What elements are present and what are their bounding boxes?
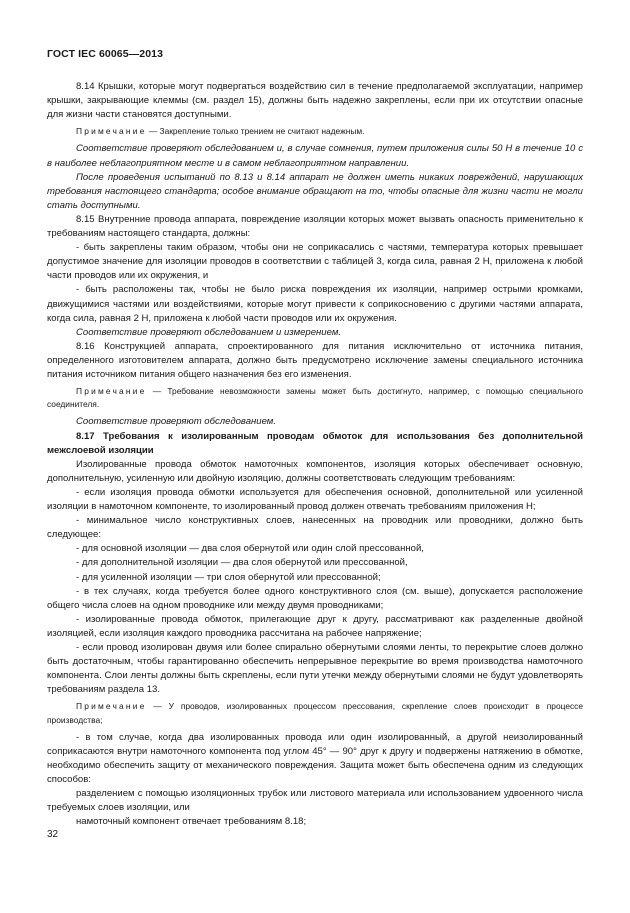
note-label: Примечание: [76, 126, 147, 137]
note-text: — Закрепление только трением не считают надежным.: [148, 126, 365, 137]
compliance-8-14: Соответствие проверяют обследованием и, в случае сомнения, путем приложения силы 50 Н в течение 10 с в наиболее неблагоприятном месте и в самом неблагоприятном направлении.: [47, 143, 583, 169]
list-item: - для основной изоляции — два слоя обернутой или один слой прессованной,: [76, 543, 424, 555]
paragraph-8-15: 8.15 Внутренние провода аппарата, повреждение изоляции которых может вызвать опасность применительно к требованиям настоящего стандарта, должны:: [47, 213, 583, 240]
list-item: - в тех случаях, когда требуется более одного конструктивного слоя (см. выше), допускается расположение общего числа слоев на одном проводнике или между двумя проводниками;: [47, 585, 583, 611]
page-number: 32: [47, 829, 59, 840]
list-item: - быть закреплены таким образом, чтобы они не соприкасались с частями, температура которых превышает допустимое значение для изоляции проводов в соответствии с таблицей 3, когда сила, равная 2 Н, приложена к любой части проводов или их окружения, и: [47, 242, 583, 282]
list-item: - изолированные провода обмоток, прилегающие друг к другу, рассматривают как разделенные двойной изоляцией, если изоляция каждого проводника рассчитана на рабочее напряжение;: [47, 613, 583, 639]
note-8-14: [47, 125, 583, 138]
list-item: разделением с помощью изоляционных трубок или листового материала или использованием удвоенного числа требуемых слоев изоляции, или: [47, 788, 583, 814]
paragraph-8-14: 8.14 Крышки, которые могут подвергаться воздействию сил в течение предполагаемой эксплуатации, например крышки, закрывающие клеммы (см. раздел 15), должны быть надежно закреплены, если при их отсутствии опасные для жизни части становятся доступными.: [47, 81, 583, 121]
list-item: - для дополнительной изоляции — два слоя обернутой или прессованной,: [76, 557, 408, 569]
compliance-8-16: Соответствие проверяют обследованием.: [76, 416, 276, 428]
list-item: - если изоляция провода обмотки используется для обеспечения основной, дополнительной или усиленной изоляции в намоточном компоненте, то изолированный провод должен отвечать требованиям приложения Н;: [47, 486, 583, 513]
note-label: Примечание: [76, 386, 147, 397]
document-body: [47, 80, 583, 829]
test-result-text: После проведения испытаний по 8.13 и 8.14 аппарат не должен иметь никаких повреждений, нарушающих требования настоящего стандарта; особое внимание обращают на то, чтобы опасные для жизни части не могли стать доступными.: [47, 171, 583, 211]
section-heading-8-17: 8.17 Требования к изолированным проводам обмоток для использования без дополнительной межслоевой изоляции: [47, 430, 583, 456]
paragraph-8-16: 8.16 Конструкцией аппарата, спроектированного для питания исключительно от источника питания, определенного изготовителем аппарата, должно быть предусмотрено исключение замены специального источника питания источником питания общего назначения без его изменения.: [47, 340, 583, 380]
note-text: — Требование невозможности замены может быть достигнуто, например, с помощью специального соединителя.: [47, 386, 583, 410]
note-label: Примечание: [76, 701, 147, 712]
list-item: - минимальное число конструктивных слоев, нанесенных на проводник или проводники, должно быть следующее:: [47, 515, 583, 541]
note-text: — У проводов, изолированных процессом прессования, скрепление слоев происходит в процессе производства;: [47, 701, 584, 725]
document-header: ГОСТ IEC 60065—2013: [47, 48, 164, 60]
list-item: - в том случае, когда два изолированных провода или один изолированный, а другой неизолированный соприкасаются внутри намоточного компонента под углом 45° — 90° друг к другу и подвержены натяжению в обмотке, необходимо обеспечить защиту от механического повреждения. Защита может быть обеспечена одним из следующих способов:: [47, 731, 583, 786]
paragraph-8-17-intro: Изолированные провода обмоток намоточных компонентов, изоляция которых обеспечивает основную, дополнительную, усиленную или двойную изоляцию, должны соответствовать следующим требованиям:: [47, 458, 583, 484]
list-item: намоточный компонент отвечает требованиям 8.18;: [76, 816, 307, 828]
list-item: - если провод изолирован двумя или более спирально обернутыми слоями ленты, то перекрытие слоев должно быть достаточным, чтобы гарантированно обеспечить непрерывное перекрытие во время производства намоточного компонента. Слои ленты должны быть скреплены, если пути утечки между обернутыми слоями не будут удовлетворять требованиям раздела 13.: [47, 641, 583, 696]
note-8-16: [47, 385, 583, 411]
list-item: - быть расположены так, чтобы не было риска повреждения их изоляции, например острыми кромками, движущимися частями или воздействиями, которые могут привести к соприкосновению с другими частями аппарата, когда сила, равная 2 Н, приложена к любой части проводов или их окружения.: [47, 284, 583, 324]
compliance-8-15: Соответствие проверяют обследованием и измерением.: [76, 326, 342, 338]
list-item: - для усиленной изоляции — три слоя обернутой или прессованной;: [76, 571, 381, 583]
note-8-17: [47, 700, 583, 726]
